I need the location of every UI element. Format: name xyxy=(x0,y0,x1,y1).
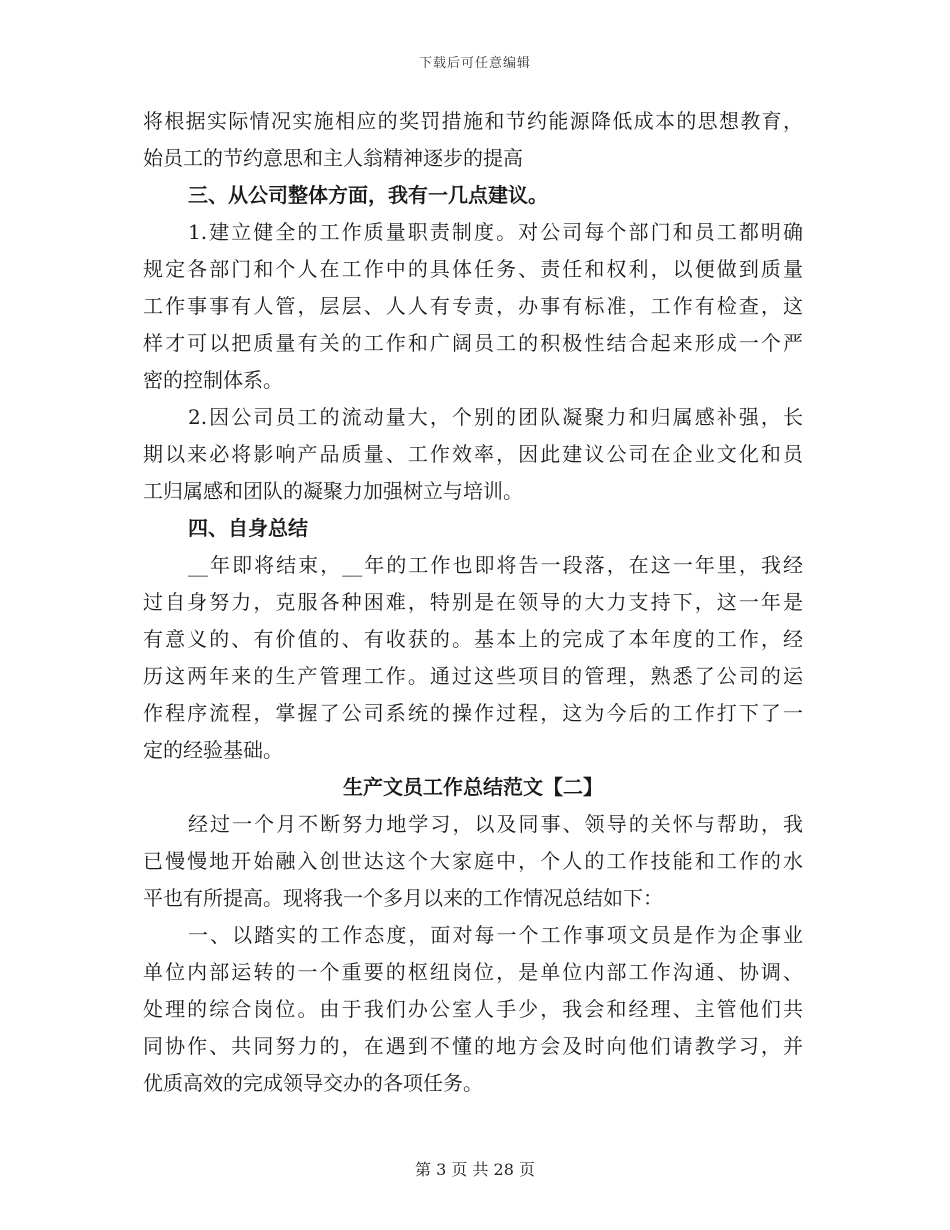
paragraph xyxy=(143,214,803,399)
text-line: 期以来必将影响产品质量、工作效率，因此建议公司在企业文化和员 xyxy=(143,442,803,466)
title-text: 生产文员工作总结范文【二】 xyxy=(343,775,603,799)
text-line: 工作事事有人管，层层、人人有专责，办事有标准，工作有检查，这 xyxy=(143,294,803,318)
text-line: 密的控制体系。 xyxy=(143,368,283,392)
paragraph xyxy=(143,917,803,1102)
text-line: 优质高效的完成领导交办的各项任务。 xyxy=(143,1071,483,1095)
text-line: 规定各部门和个人在工作中的具体任务、责任和权利，以便做到质量 xyxy=(143,257,803,281)
text-line: 历这两年来的生产管理工作。通过这些项目的管理，熟悉了公司的运 xyxy=(143,664,803,688)
text-line: 处理的综合岗位。由于我们办公室人手少，我会和经理、主管他们共 xyxy=(143,997,803,1021)
text-line: 同协作、共同努力的，在遇到不懂的地方会及时向他们请教学习，并 xyxy=(143,1034,803,1058)
document-body xyxy=(143,103,803,1102)
text-line: 样才可以把质量有关的工作和广阔员工的积极性结合起来形成一个严 xyxy=(143,331,803,355)
paragraph xyxy=(143,103,803,177)
text-line: 2.因公司员工的流动量大，个别的团队凝聚力和归属感补强，长 xyxy=(188,405,803,429)
text-line: 1.建立健全的工作质量职责制度。对公司每个部门和员工都明确 xyxy=(188,220,803,244)
text-line: 将根据实际情况实施相应的奖罚措施和节约能源降低成本的思想教育， xyxy=(143,109,803,133)
text-line: 定的经验基础。 xyxy=(143,738,283,762)
text-line: 经过一个月不断努力地学习，以及同事、领导的关怀与帮助，我 xyxy=(188,812,803,836)
heading-text: 三、从公司整体方面，我有一几点建议。 xyxy=(188,183,548,207)
text-line: 平也有所提高。现将我一个多月以来的工作情况总结如下： xyxy=(143,886,663,910)
paragraph xyxy=(143,547,803,769)
heading-text: 四、自身总结 xyxy=(188,516,308,540)
paragraph xyxy=(143,806,803,917)
text-line: 一、以踏实的工作态度，面对每一个工作事项文员是作为企事业 xyxy=(188,923,803,947)
text-line: 单位内部运转的一个重要的枢纽岗位，是单位内部工作沟通、协调、 xyxy=(143,960,803,984)
text-line: 作程序流程，掌握了公司系统的操作过程，这为今后的工作打下了一 xyxy=(143,701,803,725)
text-line: 始员工的节约意思和主人翁精神逐步的提高 xyxy=(143,146,523,170)
text-line: 工归属感和团队的凝聚力加强树立与培训。 xyxy=(143,479,523,503)
header-note: 下载后可任意编辑 xyxy=(418,56,531,71)
section-heading xyxy=(143,177,803,214)
text-line: 有意义的、有价值的、有收获的。基本上的完成了本年度的工作，经 xyxy=(143,627,803,651)
text-line: 已慢慢地开始融入创世达这个大家庭中，个人的工作技能和工作的水 xyxy=(143,849,803,873)
section-heading xyxy=(143,510,803,547)
page-number: 第 3 页 共 28 页 xyxy=(415,1160,535,1179)
text-line: __年即将结束，__年的工作也即将告一段落，在这一年里，我经 xyxy=(188,553,803,577)
text-line: 过自身努力，克服各种困难，特别是在领导的大力支持下，这一年是 xyxy=(143,590,803,614)
document-title xyxy=(143,769,803,806)
paragraph xyxy=(143,399,803,510)
